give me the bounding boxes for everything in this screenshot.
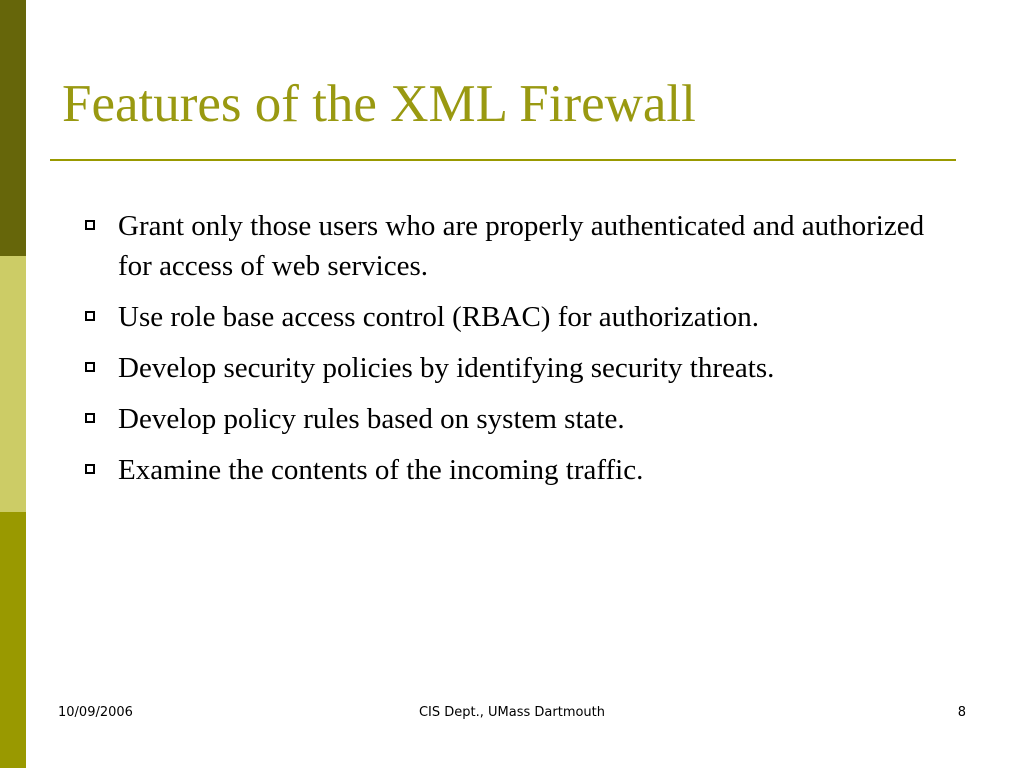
title-underline [50, 159, 956, 161]
bullet-text: Develop policy rules based on system state. [118, 403, 625, 435]
bullet-item [84, 399, 964, 439]
footer-page-number: 8 [957, 705, 966, 720]
footer-date: 10/09/2006 [58, 705, 133, 720]
left-stripe-top [0, 0, 26, 256]
bullet-text: Develop security policies by identifying security threats. [118, 352, 775, 384]
bullet-item [84, 450, 964, 490]
square-bullet-icon [85, 220, 95, 230]
bullet-list [84, 206, 964, 501]
bullet-item [84, 206, 964, 286]
footer-organization: CIS Dept., UMass Dartmouth [418, 705, 606, 720]
square-bullet-icon [85, 311, 95, 321]
slide-title: Features of the XML Firewall [62, 75, 696, 133]
square-bullet-icon [85, 362, 95, 372]
square-bullet-icon [85, 413, 95, 423]
bullet-text: Grant only those users who are properly authenticated and authorized for access of web services. [118, 210, 925, 282]
bullet-text: Examine the contents of the incoming traffic. [118, 454, 644, 486]
bullet-item [84, 297, 964, 337]
left-stripe-middle [0, 256, 26, 512]
square-bullet-icon [85, 464, 95, 474]
left-stripe-bottom [0, 512, 26, 768]
bullet-text: Use role base access control (RBAC) for authorization. [118, 301, 760, 333]
bullet-item [84, 348, 964, 388]
